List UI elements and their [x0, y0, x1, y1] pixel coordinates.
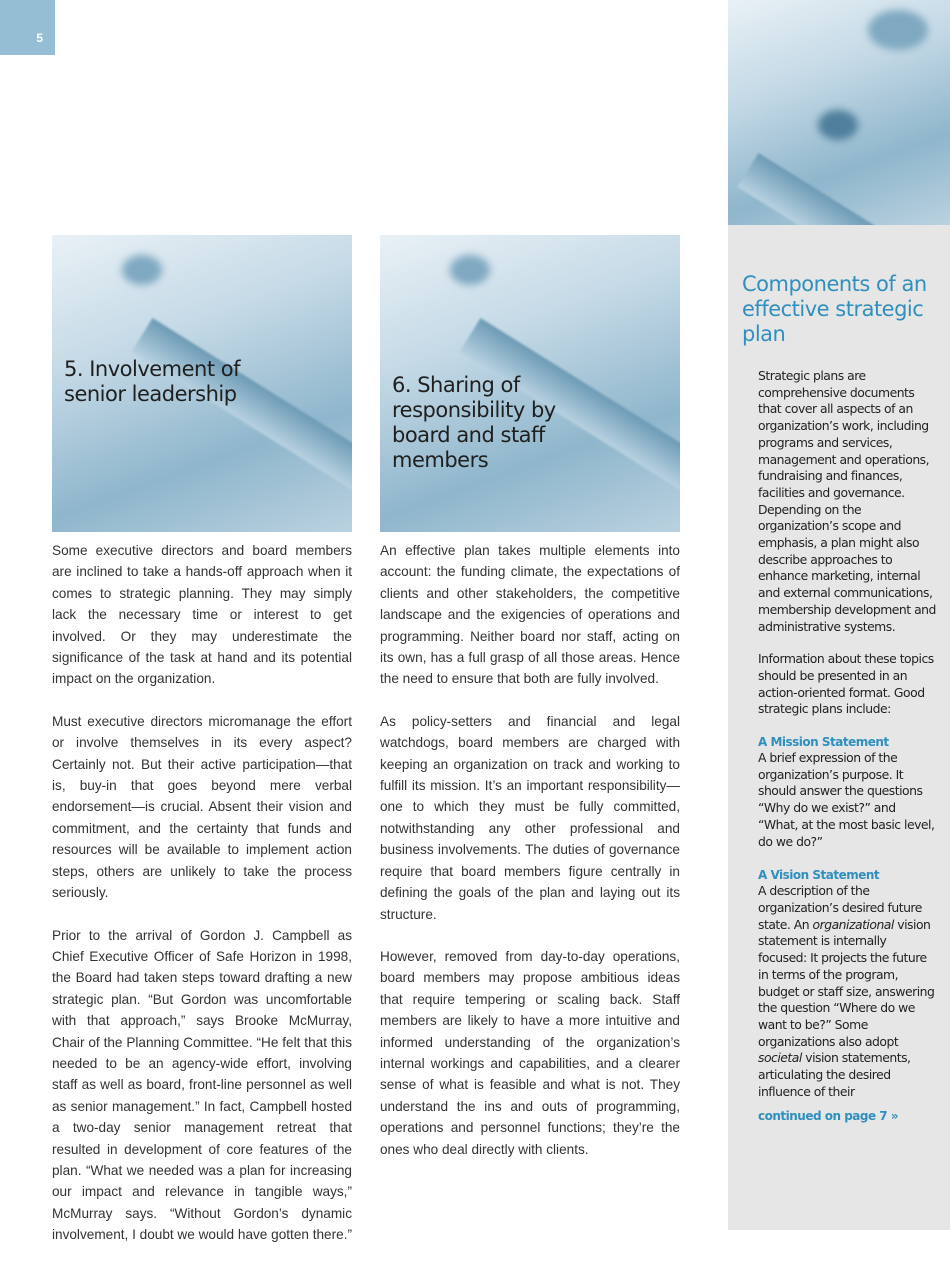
page-number-badge — [0, 0, 55, 55]
sidebar-title: Components of an effective strategic plan — [742, 272, 927, 346]
middle-column — [380, 540, 680, 1181]
mission-heading: A Mission Statement — [758, 735, 889, 750]
vision-heading: A Vision Statement — [758, 868, 880, 883]
paragraph: Some executive directors and board members are inclined to take a hands-off approach when it comes to strategic planning. They may simply lack the necessary time or interest to get involved. Or they may underestimate the significance of the task at hand and its potential impact on the organization. — [52, 543, 352, 687]
section-5-title: 5. Involvement of senior leadership — [64, 357, 241, 406]
page-number: 5 — [36, 31, 43, 45]
paragraph: As policy-setters and financial and legal watchdogs, board members are charged with keeping an organization on track and working to fulfill its mission. It’s an important responsibility—one to which they must be fully committed, notwithstanding any other professional and business involvements. The duties of governance require that board members figure centrally in defining the goals of the plan and laying out its structure. — [380, 713, 680, 922]
key-photo-left — [52, 235, 352, 532]
sidebar-intro: Strategic plans are comprehensive documents that cover all aspects of an organization’s work, including programs and services, management and operations, fundraising and finances, facilities and governance. Depending on the organization’s scope and emphasis, a plan might also describe approaches to enhance marketing, internal and external communications, membership development and administrative systems. — [758, 368, 936, 634]
section-6-title: 6. Sharing of responsibility by board and staff members — [392, 373, 556, 472]
continued-link[interactable]: continued on page 7 » — [758, 1109, 899, 1124]
sidebar-intro-2: Information about these topics should be presented in an action-oriented format. Good strategic plans include: — [758, 651, 934, 717]
vision-text: A description of the organization’s desired future state. An organizational vision statement is internally focused: It projects the future in terms of the program, budget or staff size, answering the question “Where do we want to be?” Some organizations also adopt societal vision statements, articulating the desired influence of their — [758, 883, 935, 1099]
paragraph: An effective plan takes multiple elements into account: the funding climate, the expectations of clients and other stakeholders, the competitive landscape and the exigencies of operations and programming. Neither board nor staff, acting on its own, has a full grasp of all those areas. Hence the need to ensure that both are fully involved. — [380, 543, 680, 687]
left-column — [52, 540, 352, 1267]
mission-text: A brief expression of the organization’s purpose. It should answer the questions “Why do we exist?” and “What, at the most basic level, do we do?” — [758, 750, 935, 849]
paragraph: However, removed from day-to-day operations, board members may propose ambitious ideas that require tempering or scaling back. Staff members are likely to have a more intuitive and informed understanding of the organization’s internal workings and capabilities, and a clearer sense of what is feasible and what is not. They understand the ins and outs of programming, operations and personnel functions; they’re the ones who deal directly with clients. — [380, 948, 680, 1157]
paragraph: Prior to the arrival of Gordon J. Campbell as Chief Executive Officer of Safe Horizon in 1998, the Board had taken steps toward drafting a new strategic plan. “But Gordon was uncomfortable with that approach,” says Brooke McMurray, Chair of the Planning Committee. “He felt that this needed to be an agency-wide effort, involving staff as well as board, front-line personnel as well as senior management.” In fact, Campbell hosted a two-day senior management retreat that resulted in development of core features of the plan. “What we needed was a plan for increasing our impact and relevance in tangible ways,” McMurray says. “Without Gordon’s dynamic involvement, I doubt we would have gotten there.” — [52, 927, 352, 1243]
paragraph: Must executive directors micromanage the effort or involve themselves in its every aspect? Certainly not. But their active participation—that is, buy-in that goes beyond mere verbal endorsement—is crucial. Absent their vision and commitment, and the certainty that funds and resources will be available to implement action steps, others are unlikely to take the process seriously. — [52, 713, 352, 901]
key-photo-middle — [380, 235, 680, 532]
sidebar — [728, 225, 950, 1230]
lock-photo — [728, 0, 950, 225]
